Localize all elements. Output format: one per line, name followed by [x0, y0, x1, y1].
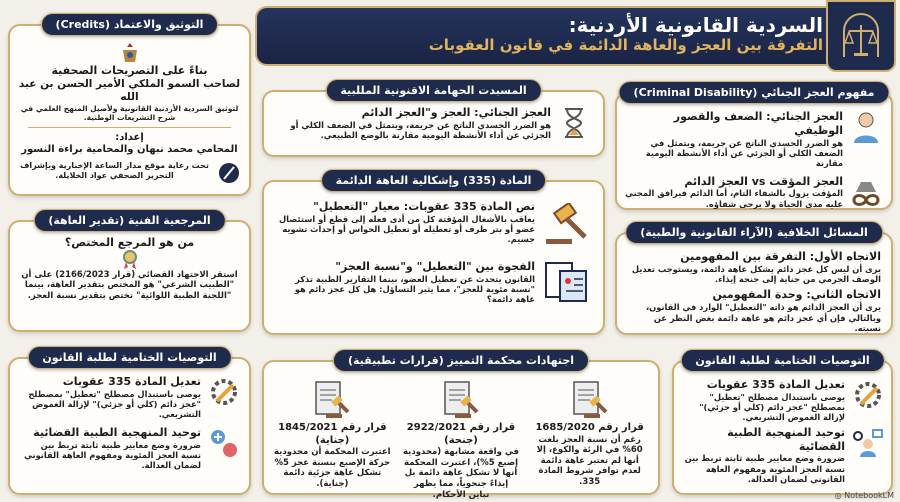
- list-item: [18, 426, 241, 471]
- court-rulings-title: اجتهادات محكمة التمييز (قرارات تطبيقية): [333, 349, 589, 372]
- item-heading: الفجوة بين "التعطيل" و"نسبة العجز": [335, 260, 535, 273]
- medical-report-icon: [541, 260, 591, 304]
- page-subtitle: التفرقة بين العجز والعاهة الدائمة في قانون العقوبات: [428, 36, 823, 54]
- item-text: القانون يتحدث عن تعطيل العضو، بينما التقارير الطبية تذكر "نسبة مئوية للعجز"، مما يثير التساؤل: هل كل عجز دائم هو عاهة دائمة؟: [294, 273, 535, 305]
- divider: [28, 127, 231, 128]
- criminal-disability-card: [615, 86, 893, 210]
- reference-title: المرجعية الفنية (تقدير العاهة): [33, 209, 225, 232]
- item-text: يوصى باستبدال مصطلح "تعطيل" بمصطلح "عجز دائم (كلي أو جزئي)" لإزالة الغموض التشريعي.: [28, 388, 201, 420]
- list-item: [680, 426, 885, 485]
- reference-question: من هو المرجع المختص؟: [64, 236, 195, 249]
- hourglass-icon: [557, 106, 591, 140]
- prepared-label: إعداد:: [115, 131, 144, 143]
- item-text: اعتبرت المحكمة أن محدودية حركة الإصبع بنسبة عجز 5% تشكل عاهة جزئية دائمة (جناية).: [274, 447, 391, 489]
- authors: المحامي محمد نبهان والمحامية براءة النسور: [21, 144, 238, 156]
- item-heading: قرار رقم 1685/2020: [535, 422, 644, 433]
- item-text: رغم أن نسبة العجز بلغت 60% في الرئة والكوع، إلا أنها لم تعتبر عاهة دائمة لعدم توافر شروط المادة 335.: [536, 434, 643, 487]
- list-item: [18, 375, 241, 420]
- item-heading: العجز المؤقت vs العجز الدائم: [684, 174, 843, 188]
- sponsor: [18, 161, 241, 185]
- article-335-card: [262, 174, 605, 335]
- left-recommendations-title: التوصيات الختامية لطلبة القانون: [27, 346, 231, 369]
- list-item: [276, 260, 591, 305]
- item-text: ضرورة وضع معايير طبية ثابتة تربط بين نسبة العجز المئوية ومفهوم العاهة القانوني لضمان العدالة.: [684, 453, 845, 485]
- doctor-network-icon: [851, 426, 885, 460]
- notebooklm-watermark: ◎ NotebookLM: [834, 491, 894, 500]
- criminal-disability-title: مفهوم العجز الجنائي (Criminal Disability): [619, 81, 890, 104]
- item-heading: توحيد المنهجية الطبية القضائية: [727, 425, 845, 453]
- list-item: [627, 288, 881, 333]
- sponsor-text: تحت رعاية موقع مدار الساعة الإخبارية وبإشراف التحرير الصحفي عواد الخلايلة.: [20, 160, 209, 180]
- page-title: السردية القانونية الأردنية:: [568, 13, 823, 37]
- item-heading: قرار رقم 1845/2021 (جناية): [278, 422, 387, 446]
- court-rulings-card: [262, 354, 660, 500]
- list-item: [625, 175, 883, 209]
- ruling-item: [527, 380, 652, 500]
- document-gavel-icon: [531, 380, 648, 422]
- item-heading: قرار رقم 2922/2021 (جنحة): [406, 422, 516, 446]
- item-text: هو الضرر الجسدي الناتج عن جريمة، ويتمثل في الضعف الكلي أو الجزئي عن أداء الأنشطة اليومية مقارنة بالوضع الطبيعي.: [290, 119, 551, 141]
- credits-line1: بناءً على التصريحات الصحفية: [51, 64, 208, 77]
- injured-person-icon: [849, 110, 883, 144]
- credits-line3: لتوثيق السردية الأردنية القانونية ولأصيل المنهج العلمي في شرح التشريعات الوطنية.: [20, 104, 239, 123]
- title-banner: [255, 6, 845, 66]
- gear-pencil-icon: [851, 378, 885, 412]
- item-text: المؤقت يزول بالشفاء التام، أما الدائم فيرافق المجني عليه مدى الحياة ولا يرجى شفاؤه.: [625, 188, 843, 209]
- list-item: [680, 378, 885, 423]
- disputes-title: المسائل الخلافية (الآراء القانونية والطبية): [625, 221, 883, 244]
- item-heading: تعديل المادة 335 عقوبات: [62, 375, 201, 388]
- right-recommendations-title: التوصيات الختامية لطلبة القانون: [680, 349, 884, 372]
- reference-card: [8, 214, 251, 332]
- item-heading: العجز الجنائي: العجز و"العجز الدائم: [361, 106, 551, 119]
- jordan-coat-of-arms-icon: [18, 42, 241, 64]
- item-text: ضرورة وضع معايير طبية ثابتة تربط بين نسبة العجز المئوية ومفهوم العاهة القانوني لضمان العدالة.: [24, 439, 201, 471]
- quill-pen-icon: [217, 161, 241, 185]
- article-335-title: المادة (335) وإشكالية العاهة الدائمة: [321, 169, 547, 192]
- item-heading: العجز الجنائي: الضعف والقصور الوظيفي: [673, 110, 843, 137]
- list-item: [625, 110, 883, 169]
- infinity-rock-icon: [849, 175, 883, 209]
- scales-of-justice-icon: [826, 0, 896, 72]
- item-text: يرى أن العجز الدائم هو ذاته "التعطيل" الوارد في القانون، وبالتالي فإن أي عجز دائم هو عاهة دائمة بغض النظر عن نسبته.: [645, 302, 881, 333]
- gear-pencil-icon: [207, 375, 241, 409]
- legal-concepts-title: المسبدت الحهامة الاقنونية المللبية: [325, 79, 541, 102]
- rulings-list: [270, 380, 652, 500]
- document-gavel-icon: [274, 380, 391, 422]
- credits-title: التوثيق والاعتماد (Credits): [41, 13, 219, 36]
- item-text: يعاقب بالأشغال المؤقتة كل من أدى فعله إلى قطع أو استئصال عضو أو بتر طرف أو تعطيله أو تعطيل الحواس أو إحداث تشويه جسيم.: [278, 213, 535, 245]
- brand-text: NotebookLM: [844, 491, 894, 500]
- item-text: يرى أن ليس كل عجز دائم يشكل عاهة دائمة، ويستوجب تعديل الوصف الجرمي من جناية إلى جنحة إيذاء.: [631, 263, 881, 285]
- ruling-item: [399, 380, 524, 500]
- right-recommendations-card: [672, 354, 893, 495]
- item-text: هو الضرر الجسدي الناتج عن جريمة، ويتمثل في الضعف الكلي أو الجزئي عن أداء الأنشطة اليومية مقارنة: [645, 137, 843, 169]
- credits-card: [8, 18, 251, 196]
- legal-concepts-card: [262, 84, 605, 157]
- award-medal-icon: [20, 250, 239, 270]
- gavel-icon: [541, 200, 591, 250]
- list-item: [276, 106, 591, 140]
- list-item: [276, 200, 591, 250]
- item-text: يوصى باستبدال مصطلح "تعطيل" بمصطلح "عجز دائم (كلي أو جزئي)" لإزالة الغموض التشريعي.: [699, 391, 845, 423]
- document-gavel-icon: [403, 380, 520, 422]
- item-heading: تعديل المادة 335 عقوبات: [706, 378, 845, 391]
- item-text: في واقعة مشابهة (محدودية إصبع 5%)، اعتبرت المحكمة أنها لا تشكل عاهة دائمة بل إيذاءً جنحوياً، مما يظهر تباين الأحكام.: [402, 447, 519, 500]
- item-heading: نص المادة 335 عقوبات: معيار "التعطيل": [313, 200, 535, 213]
- ruling-item: [270, 380, 395, 500]
- list-item: [627, 250, 881, 284]
- left-recommendations-card: [8, 351, 251, 495]
- reference-text: استقر الاجتهاد القضائي (قرار 2166/2023) على أن "الطبيب الشرعي" هو المختص بتقدير العاهة، بينما "اللجنة الطبية اللوائية" تختص بتقدير نسبة العجز.: [21, 269, 238, 301]
- disputes-card: [615, 226, 893, 335]
- medical-cycle-icon: [207, 426, 241, 460]
- item-heading: توحيد المنهجية الطبية القضائية: [33, 425, 201, 439]
- item-heading: الاتجاه الأول: التفرقة بين المفهومين: [680, 250, 881, 263]
- credits-line2: لصاحب السمو الملكي الأمير الحسن بن عبد الله: [18, 77, 241, 103]
- item-heading: الاتجاه الثاني: وحدة المفهومين: [712, 288, 881, 302]
